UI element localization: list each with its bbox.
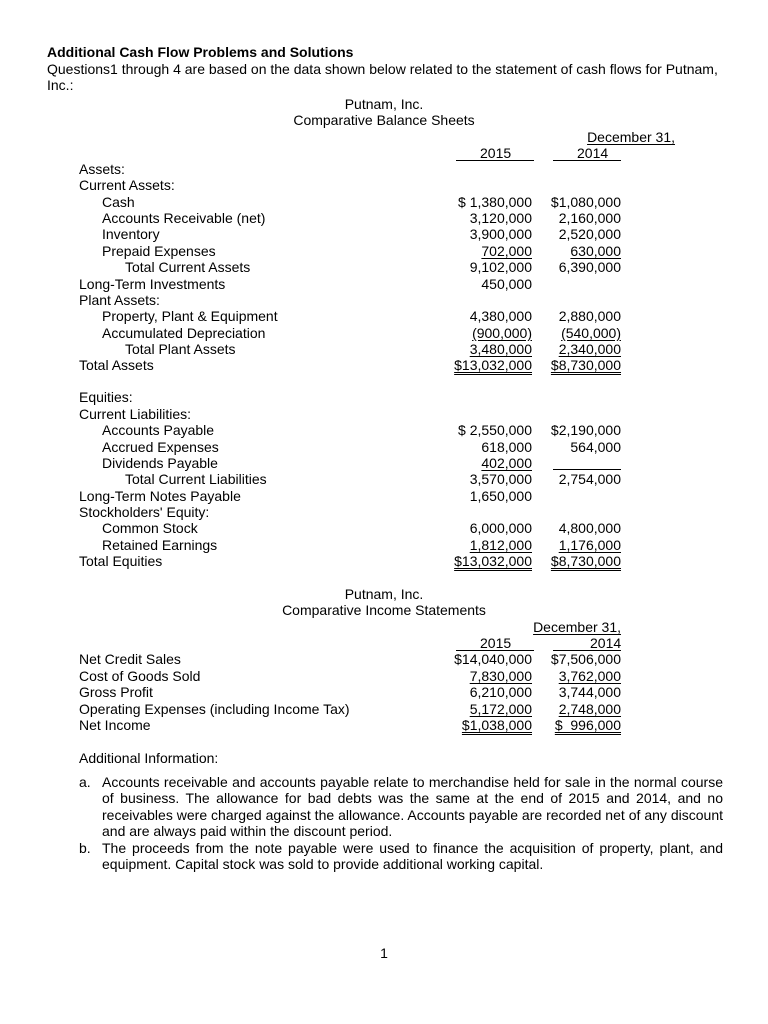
table-row: Cost of Goods Sold 7,830,000 3,762,000 <box>79 668 621 684</box>
table-row: Net Income $1,038,000 $ 996,000 <box>79 717 621 733</box>
table-row: Total Current Liabilities 3,570,000 2,754,000 <box>125 471 621 487</box>
income-statement-title: Comparative Income Statements <box>282 602 486 618</box>
table-row: Accumulated Depreciation (900,000) (540,000) <box>102 325 621 341</box>
table-row: Accrued Expenses 618,000 564,000 <box>102 439 621 455</box>
income-statement-col-2015: 2015 <box>480 635 512 651</box>
additional-info-list <box>79 774 723 872</box>
table-row: Total Equities $13,032,000 $8,730,000 <box>79 553 621 569</box>
intro-paragraph: Questions1 through 4 are based on the data shown below related to the statement of cash flows for Putnam, Inc.: <box>47 61 718 94</box>
table-row: Net Credit Sales $14,040,000 $7,506,000 <box>79 651 621 667</box>
table-row: Long-Term Investments 450,000 <box>79 276 532 292</box>
dividends-2014-rule <box>553 469 621 470</box>
balance-sheet-title: Comparative Balance Sheets <box>293 112 475 128</box>
list-item-text: Accounts receivable and accounts payable relate to merchandise held for sale in the normal course of business. The allowance for bad debts was the same at the end of 2015 and 2014, and no receivables were charged against the allowance. Accounts payable are recorded net of any discount and are always paid within the discount period. <box>102 774 723 840</box>
table-row: Common Stock 6,000,000 4,800,000 <box>102 520 621 536</box>
table-row: Assets: <box>79 161 125 177</box>
table-row: Long-Term Notes Payable 1,650,000 <box>79 488 532 504</box>
table-row: Gross Profit 6,210,000 3,744,000 <box>79 684 621 700</box>
table-row: Cash $ 1,380,000 $1,080,000 <box>102 194 621 210</box>
balance-sheet-company: Putnam, Inc. <box>344 96 424 112</box>
balance-sheet-col-2015: 2015 <box>480 145 512 161</box>
list-marker: a. <box>79 774 91 790</box>
table-row: Inventory 3,900,000 2,520,000 <box>102 226 621 242</box>
table-row: Stockholders' Equity: <box>79 504 210 520</box>
balance-sheet-date-header: December 31, <box>587 129 675 145</box>
table-row: Equities: <box>79 389 133 405</box>
table-row: Accounts Receivable (net) 3,120,000 2,160,000 <box>102 210 621 226</box>
list-item-text: The proceeds from the note payable were used to finance the acquisition of property, plant, and equipment. Capital stock was sold to provide additional working capital. <box>102 839 723 873</box>
table-row: Total Assets $13,032,000 $8,730,000 <box>79 357 621 373</box>
table-row: Total Plant Assets 3,480,000 2,340,000 <box>125 341 621 357</box>
list-item <box>79 840 723 873</box>
table-row: Accounts Payable $ 2,550,000 $2,190,000 <box>102 422 621 438</box>
income-statement-col-2014: 2014 <box>590 635 622 651</box>
table-row: Plant Assets: <box>79 292 160 308</box>
balance-sheet-col-2014: 2014 <box>577 145 609 161</box>
table-row: Property, Plant & Equipment 4,380,000 2,880,000 <box>102 308 621 324</box>
income-statement-company: Putnam, Inc. <box>344 586 424 602</box>
table-row: Prepaid Expenses 702,000 630,000 <box>102 243 621 259</box>
table-row: Current Assets: <box>79 177 175 193</box>
page-number: 1 <box>380 945 388 961</box>
table-row: Current Liabilities: <box>79 406 192 422</box>
list-marker: b. <box>79 839 91 856</box>
list-item <box>79 774 723 840</box>
table-row: Retained Earnings 1,812,000 1,176,000 <box>102 537 621 553</box>
table-row: Dividends Payable 402,000 <box>102 455 532 471</box>
table-row: Total Current Assets 9,102,000 6,390,000 <box>125 259 621 275</box>
income-statement-date-header: December 31, <box>533 619 621 635</box>
table-row: Operating Expenses (including Income Tax) 5,172,000 2,748,000 <box>79 701 621 717</box>
document-title: Additional Cash Flow Problems and Solutions <box>47 44 354 60</box>
additional-info-heading: Additional Information: <box>79 750 219 766</box>
